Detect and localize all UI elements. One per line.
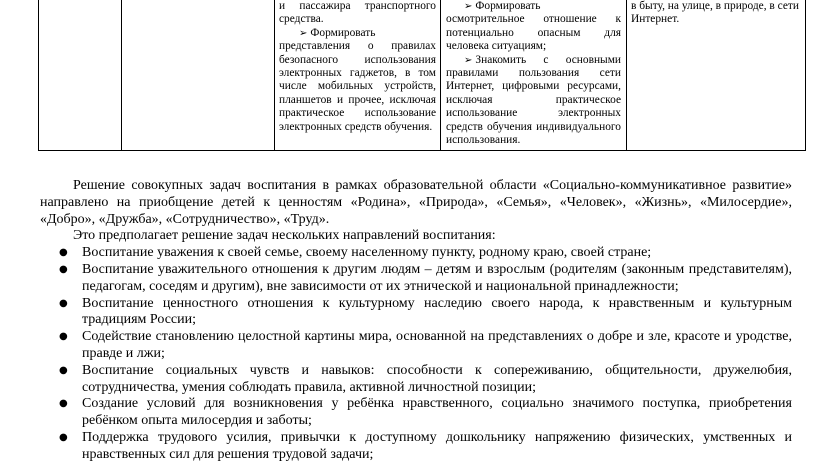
list-item-text: Поддержка трудового усилия, привычки к доступному дошкольнику напряжению физических, умственных и нравственных сил для решения трудовой задачи; [82,429,792,462]
list-item [40,245,792,262]
table-column-divider [121,0,122,150]
list-item [40,430,792,464]
round-bullet-icon: ● [59,364,68,376]
list-item-text: Воспитание ценностного отношения к культурному наследию своего народа, к нравственным и культурным традициям России; [82,295,792,328]
table-cell-col3 [279,0,436,134]
cell-bullet [446,54,621,148]
cell-text: в быту, на улице, в природе, в сети Интернет. [631,0,799,26]
list-item [40,296,792,330]
list-item-text: Содействие становлению целостной картины мира, основанной на представлениях о добре и зле, красоте и уродстве, правде и лжи; [82,329,792,361]
cell-bullet-text: Знакомить с основными правилами пользования сети Интернет, цифровыми ресурсами, исключая практическое использование электронных средств обучения индивидуального использования. [446,53,621,147]
list-item [40,262,792,296]
table-cell-col5 [631,0,799,27]
arrow-bullet-icon: ➢ [299,27,308,39]
table-column-divider [440,0,441,150]
cell-bullet [446,0,621,54]
round-bullet-icon: ● [59,331,68,343]
bullet-list [40,245,792,463]
list-item [40,329,792,363]
round-bullet-icon: ● [59,247,68,259]
body-text [40,178,792,464]
table-cell-col4 [446,0,621,147]
list-item-text: Воспитание уважительного отношения к другим людям – детям и взрослым (родителям (законным представителям), педагогам, соседям и другим), вне зависимости от их этнической и национальной принадлежности; [82,261,792,294]
arrow-bullet-icon: ➢ [464,54,473,66]
list-item-text: Создание условий для возникновения у ребёнка нравственного, социально значимого поступка, приобретения ребёнком опыта милосердия и заботы; [82,396,792,429]
list-item [40,363,792,397]
round-bullet-icon: ● [59,431,68,443]
paragraph: Решение совокупных задач воспитания в рамках образовательной области «Социально-коммуникативное развитие» направлено на приобщение детей к ценностям «Родина», «Природа», «Семья», «Человек», «Жизнь», «Милосердие», «Добро», «Дружба», «Сотрудничество», «Труд». [40,178,792,227]
round-bullet-icon: ● [59,398,68,410]
cell-text: и пассажира транспортного средства. [279,0,436,26]
arrow-bullet-icon: ➢ [464,1,473,12]
cell-bullet-text: Формировать представления о правилах безопасного использования электронных гаджетов, в том числе мобильных устройств, планшетов и прочее, исключая практическое использование электронных средств обучения. [279,26,436,133]
cell-bullet-text: Формировать осмотрительное отношение к потенциально опасным для человека ситуациям; [446,0,621,53]
cell-bullet [279,27,436,134]
round-bullet-icon: ● [59,297,68,309]
table-column-divider [274,0,275,150]
list-item [40,396,792,430]
paragraph: Это предполагает решение задач нескольких направлений воспитания: [73,228,496,244]
list-item-text: Воспитание социальных чувств и навыков: способности к сопереживанию, общительности, дружелюбия, сотрудничества, умения соблюдать правила, активной личностной позиции; [82,362,792,395]
round-bullet-icon: ● [59,263,68,275]
list-item-text: Воспитание уважения к своей семье, своему населенному пункту, родному краю, своей стране; [82,245,652,261]
content-table [38,0,806,151]
table-column-divider [626,0,627,150]
